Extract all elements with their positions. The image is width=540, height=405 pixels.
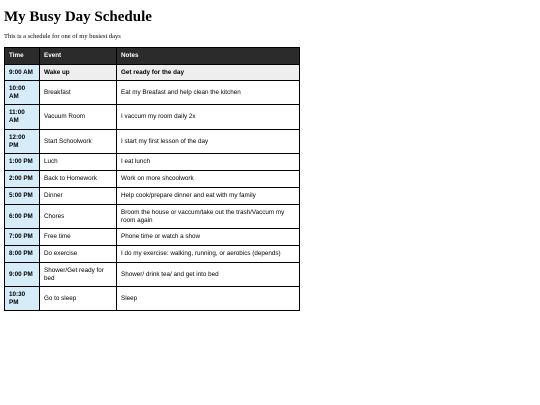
event-cell: Start Schoolwork — [40, 130, 117, 154]
event-cell: Shower/Get ready for bed — [40, 263, 117, 287]
time-cell: 5:00 PM — [5, 188, 40, 205]
table-row — [5, 171, 300, 188]
table-row — [5, 246, 300, 263]
table-header — [5, 48, 300, 65]
event-cell: Luch — [40, 154, 117, 171]
event-cell: Free time — [40, 229, 117, 246]
time-cell: 6:00 PM — [5, 205, 40, 229]
time-cell: 10:30 PM — [5, 287, 40, 311]
notes-cell: Get ready for the day — [117, 65, 300, 81]
header-event: Event — [40, 48, 117, 65]
page-subtitle: This is a schedule for one of my busiest days — [4, 33, 121, 40]
table-row — [5, 130, 300, 154]
header-notes: Notes — [117, 48, 300, 65]
notes-cell: Sleep — [117, 287, 300, 311]
header-row — [5, 48, 300, 65]
table-body — [5, 65, 300, 311]
time-cell: 9:00 AM — [5, 65, 40, 81]
table-row — [5, 263, 300, 287]
notes-cell: Shower/ drink tea/ and get into bed — [117, 263, 300, 287]
table-row — [5, 81, 300, 105]
event-cell: Do exercise — [40, 246, 117, 263]
event-cell: Go to sleep — [40, 287, 117, 311]
event-cell: Breakfast — [40, 81, 117, 105]
schedule-table — [4, 47, 300, 311]
time-cell: 1:00 PM — [5, 154, 40, 171]
header-time: Time — [5, 48, 40, 65]
time-cell: 12:00 PM — [5, 130, 40, 154]
event-cell: Back to Homework — [40, 171, 117, 188]
notes-cell: Eat my Breafast and help clean the kitchen — [117, 81, 300, 105]
page-title: My Busy Day Schedule — [4, 9, 152, 25]
notes-cell: Work on more shcoolwork — [117, 171, 300, 188]
notes-cell: I do my exercise: walking, running, or aerobics (depends) — [117, 246, 300, 263]
table-row — [5, 229, 300, 246]
notes-cell: I eat lunch — [117, 154, 300, 171]
event-cell: Wake up — [40, 65, 117, 81]
time-cell: 11:00 AM — [5, 105, 40, 130]
event-cell: Vacuum Room — [40, 105, 117, 130]
notes-cell: Help cook/prepare dinner and eat with my family — [117, 188, 300, 205]
notes-cell: I start my first lesson of the day — [117, 130, 300, 154]
notes-cell: Phone time or watch a show — [117, 229, 300, 246]
notes-cell: Broom the house or vaccum/take out the trash/Vaccum my room again — [117, 205, 300, 229]
time-cell: 8:00 PM — [5, 246, 40, 263]
table-row — [5, 105, 300, 130]
table-row — [5, 205, 300, 229]
table-row — [5, 65, 300, 81]
event-cell: Chores — [40, 205, 117, 229]
table-row — [5, 154, 300, 171]
notes-cell: I vaccum my room daily 2x — [117, 105, 300, 130]
time-cell: 10:00 AM — [5, 81, 40, 105]
table-row — [5, 188, 300, 205]
time-cell: 7:00 PM — [5, 229, 40, 246]
time-cell: 9:00 PM — [5, 263, 40, 287]
event-cell: Dinner — [40, 188, 117, 205]
table-row — [5, 287, 300, 311]
time-cell: 2:00 PM — [5, 171, 40, 188]
